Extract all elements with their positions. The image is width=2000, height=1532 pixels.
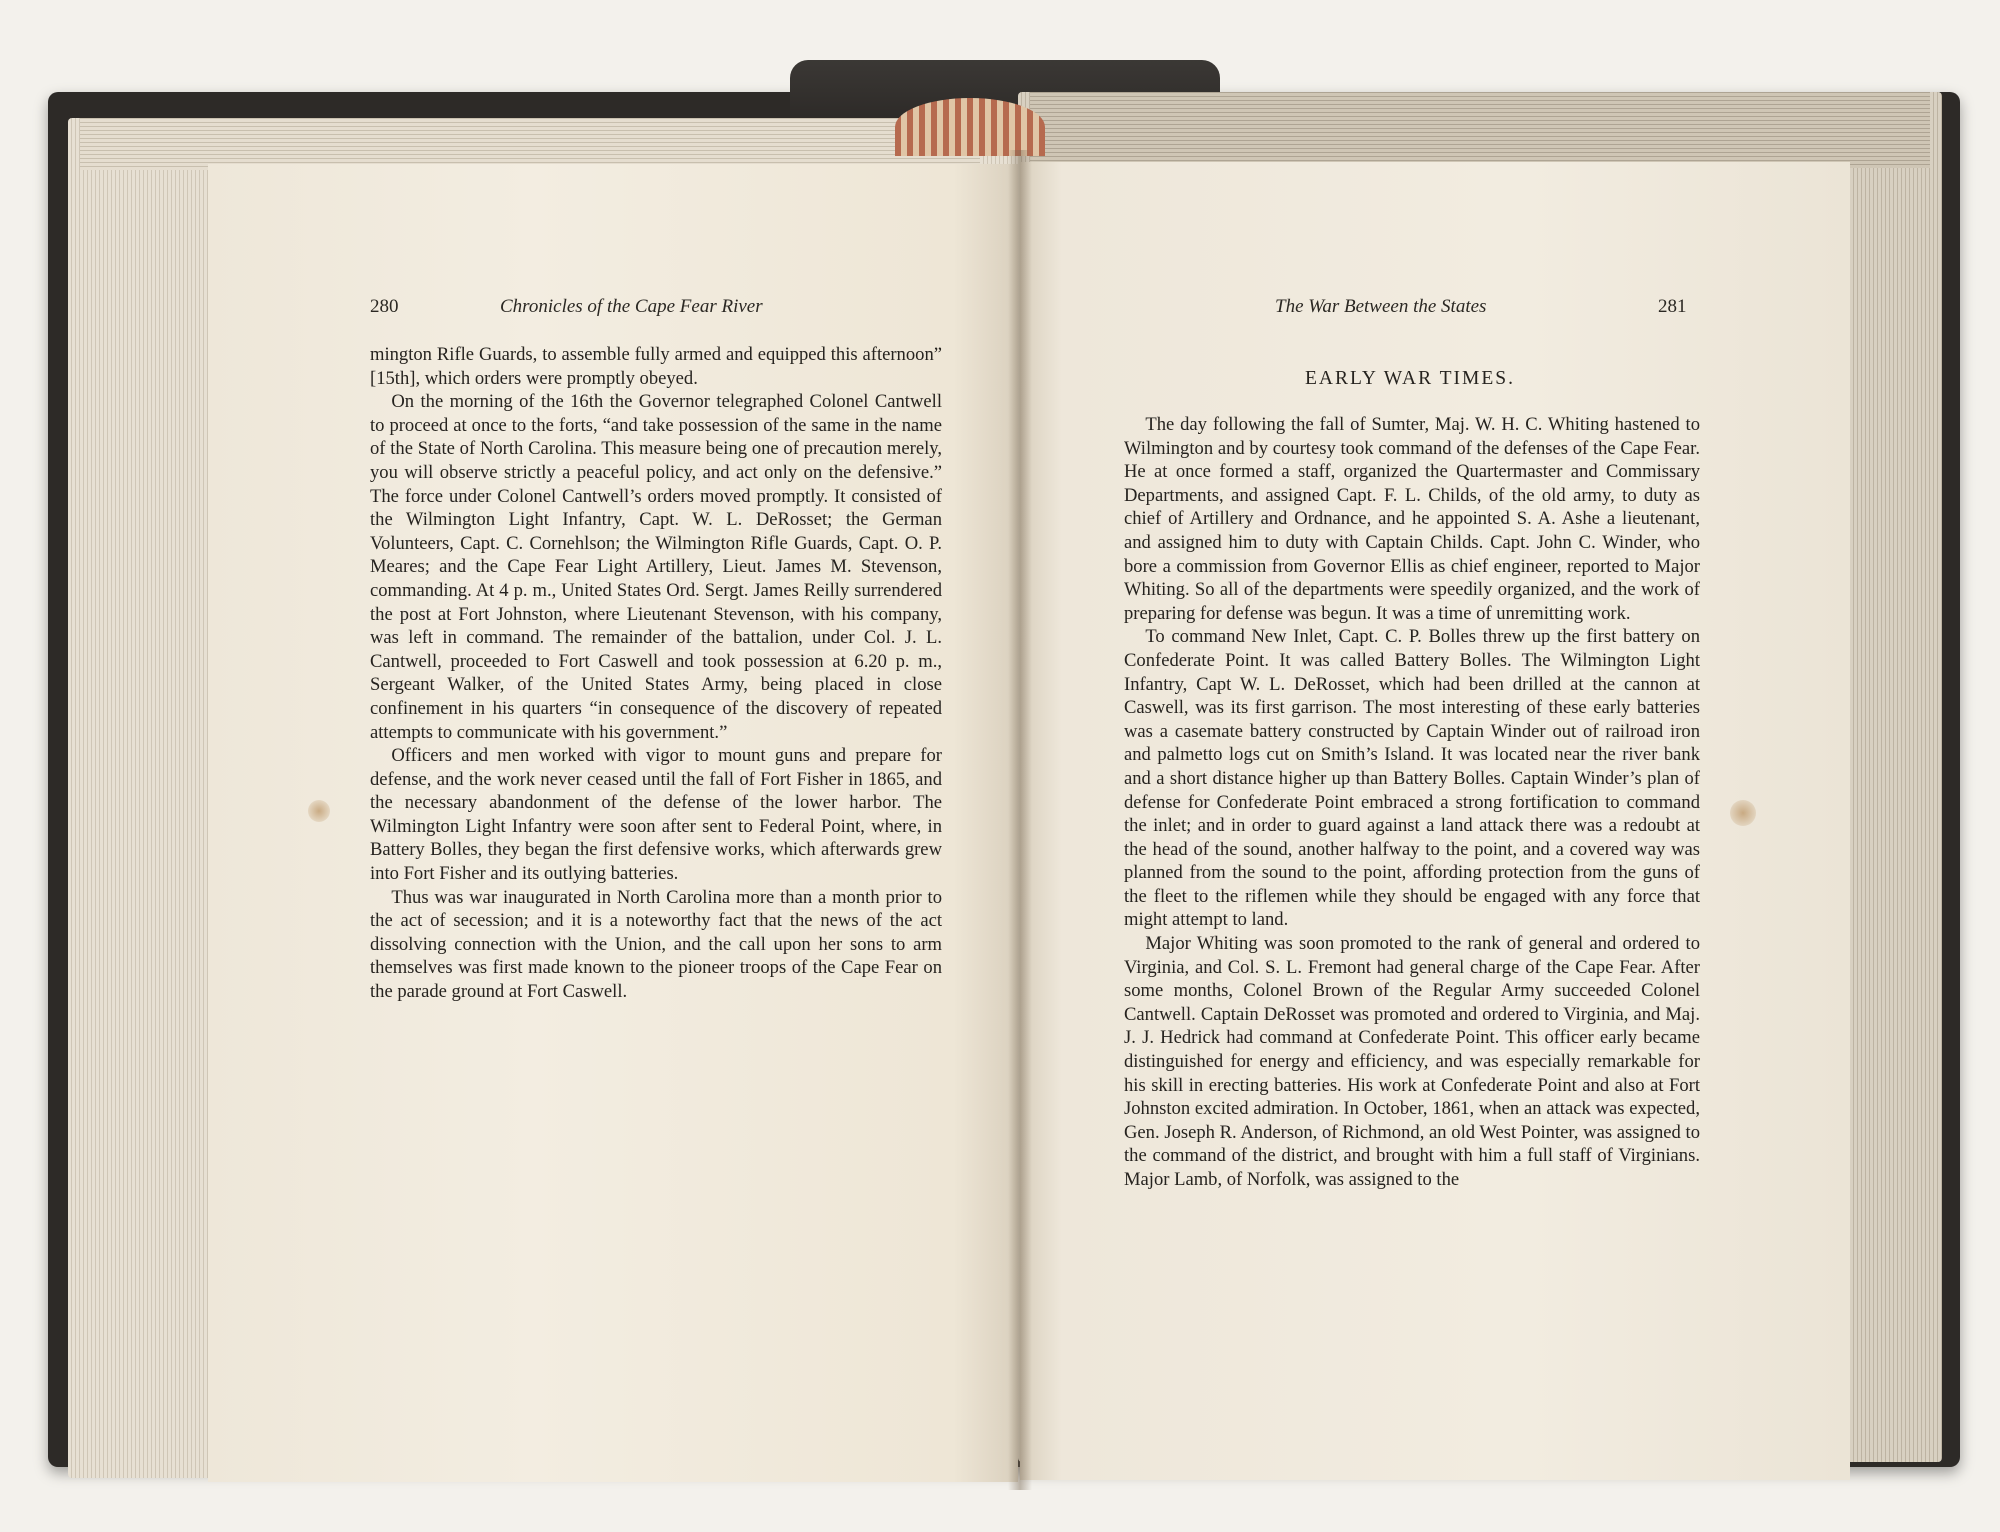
left-running-title: Chronicles of the Cape Fear River: [500, 296, 763, 317]
right-top-edges: [1030, 92, 1930, 168]
section-title: EARLY WAR TIMES.: [1304, 368, 1516, 389]
paragraph: Officers and men worked with vigor to mount guns and prepare for defense, and the work never ceased until the fall of Fort Fisher in 1865, and the necessary abandonment of the defense of the lower harbor. The Wilmington Light Infantry were soon after sent to Federal Point, where, in Battery Bolles, they began the first defensive works, which afterwards grew into Fort Fisher and its outlying batteries.: [370, 745, 942, 885]
left-top-edges: [80, 118, 980, 170]
gutter-shadow: [1008, 150, 1032, 1490]
paragraph: To command New Inlet, Capt. C. P. Bolles threw up the first battery on Confederate Point. It was called Battery Bolles. The Wilmington Light Infantry, Capt W. L. DeRosset, which had been drilled at the cannon at Caswell, was its first garrison. The most interesting of these early batteries was a casemate battery constructed by Captain Winder out of railroad iron and palmetto logs cut on Smith’s Island. It was located near the river bank and a short distance higher up than Battery Bolles. Captain Winder’s plan of defense for Confederate Point embraced a strong fortification to command the inlet; and in order to guard against a land attack there was a redoubt at the head of the sound, another halfway to the point, and a covered way was planned from the sound to the point, affording protection from the guns of the fleet to the riflemen while they should be engaged with any force that might attempt to land.: [1124, 626, 1700, 931]
paragraph: The day following the fall of Sumter, Maj. W. H. C. Whiting hastened to Wilmington and by courtesy took command of the defenses of the Cape Fear. He at once formed a staff, organized the Quartermaster and Commissary Departments, and assigned Capt. F. L. Childs, of the old army, to duty as chief of Artillery and Ordnance, and he appointed S. A. Ashe a lieutenant, and assigned him to duty with Captain Childs. Capt. John C. Winder, who bore a commission from Governor Ellis as chief engineer, reported to Major Whiting. So all of the departments were speedily organized, and the work of preparing for defense was begun. It was a time of unremitting work.: [1124, 414, 1700, 624]
paragraph: mington Rifle Guards, to assemble fully armed and equipped this afternoon” [15th], which orders were promptly obeyed.: [370, 344, 942, 389]
left-page-number: 280: [370, 296, 399, 317]
right-page-number: 281: [1658, 296, 1687, 317]
paragraph: Thus was war inaugurated in North Carolina more than a month prior to the act of secession; and it is a noteworthy fact that the news of the act dissolving connection with the Union, and the call upon her sons to arm themselves was first made known to the pioneer troops of the Cape Fear on the parade ground at Fort Caswell.: [370, 886, 942, 1003]
paragraph: Major Whiting was soon promoted to the rank of general and ordered to Virginia, and Col. S. L. Fremont had general charge of the Cape Fear. After some months, Colonel Brown of the Regular Army succeeded Colonel Cantwell. Captain DeRosset was promoted and ordered to Virginia, and Maj. J. J. Hedrick had command at Confederate Point. This officer early became distinguished for energy and efficiency, and was especially remarkable for his skill in erecting batteries. His work at Confederate Point and also at Fort Johnston excited admiration. In October, 1861, when an attack was expected, Gen. Joseph R. Anderson, of Richmond, an old West Pointer, was assigned to the command of the district, and brought with him a full staff of Virginians. Major Lamb, of Norfolk, was assigned to the: [1124, 933, 1700, 1190]
right-page-text: [1124, 413, 1700, 1192]
right-running-title: The War Between the States: [1275, 296, 1487, 317]
headband: [895, 98, 1045, 156]
paragraph: On the morning of the 16th the Governor telegraphed Colonel Cantwell to proceed at once to the forts, “and take possession of the same in the name of the State of North Carolina. This measure being one of precaution merely, you will observe strictly a peaceful policy, and act only on the defensive.” The force under Colonel Cantwell’s orders moved promptly. It consisted of the Wilmington Light Infantry, Capt. W. L. DeRosset; the German Volunteers, Capt. C. Cornehlson; the Wilmington Rifle Guards, Capt. O. P. Meares; and the Cape Fear Light Artillery, Lieut. James M. Stevenson, commanding. At 4 p. m., United States Ord. Sergt. James Reilly surrendered the post at Fort Johnston, where Lieutenant Stevenson, with his company, was left in command. The remainder of the battalion, under Col. J. L. Cantwell, proceeded to Fort Caswell and took possession at 6.20 p. m., Sergeant Walker, of the United States Army, being placed in close confinement in his quarters “in consequence of the discovery of repeated attempts to communicate with his government.”: [370, 391, 942, 743]
foxing-stain: [308, 800, 330, 822]
foxing-stain: [1730, 800, 1756, 826]
left-page-text: [370, 343, 942, 1004]
